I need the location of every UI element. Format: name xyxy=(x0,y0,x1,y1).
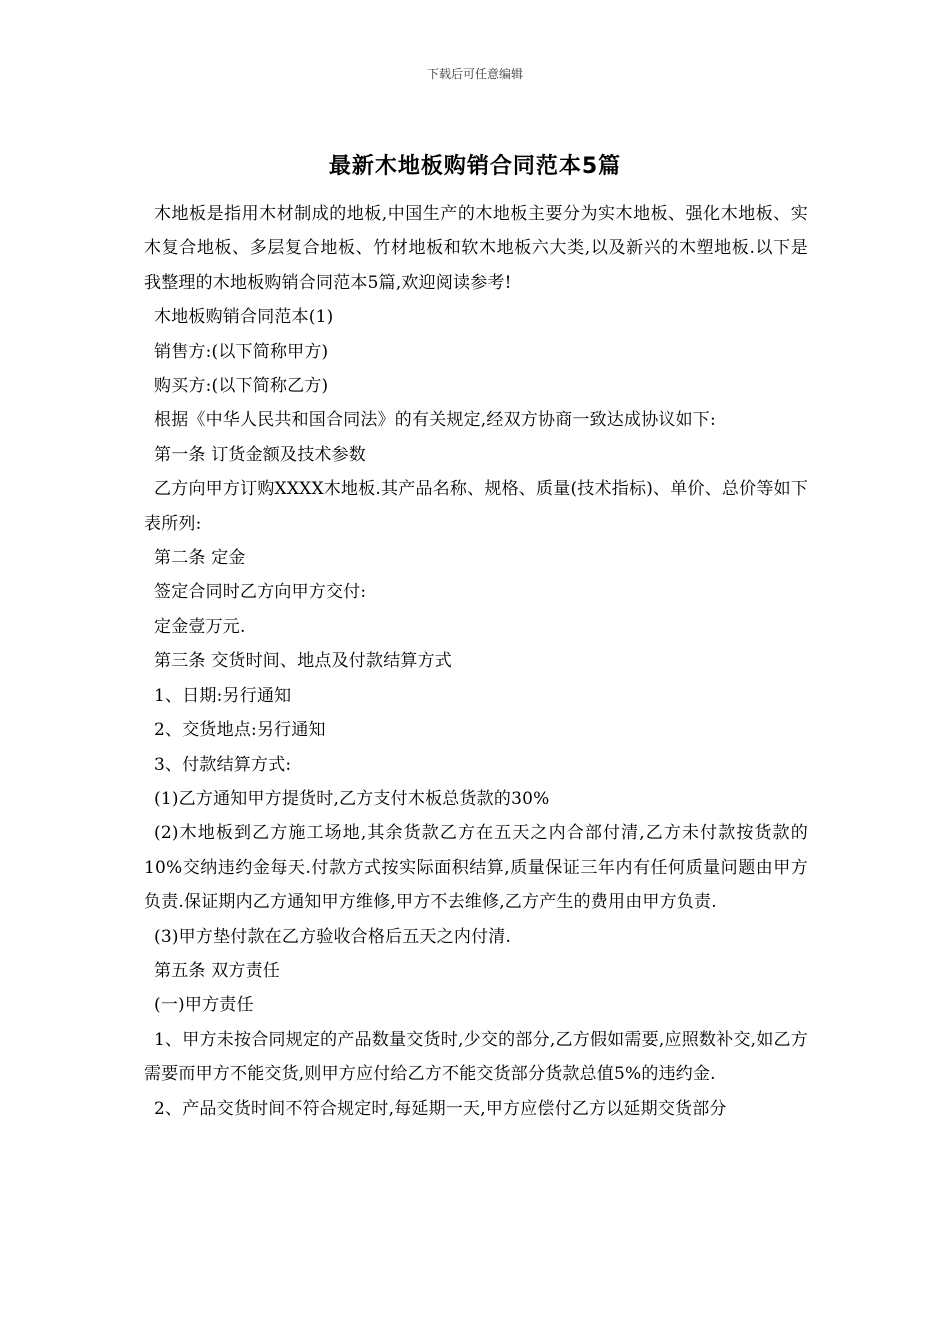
paragraph-date: 1、日期:另行通知 xyxy=(154,685,292,706)
paragraph-intro: 木地板是指用木材制成的地板,中国生产的木地板主要分为实木地板、强化木地板、实木复合地板、多层复合地板、竹材地板和软木地板六大类,以及新兴的木塑地板.以下是我整理的木地板购销合同范本5篇,欢迎阅读参考! xyxy=(144,204,808,293)
paragraph-article-5: 第五条 双方责任 xyxy=(154,960,281,981)
paragraph-order-details: 乙方向甲方订购XXXX木地板.其产品名称、规格、质量(技术指标)、单价、总价等如下表所列: xyxy=(144,479,808,534)
document-title: 最新木地板购销合同范本5篇 xyxy=(328,154,622,179)
paragraph-payment-3: (3)甲方垫付款在乙方验收合格后五天之内付清. xyxy=(154,926,512,947)
paragraph-article-2: 第二条 定金 xyxy=(154,548,246,569)
paragraph-duty-1: 1、甲方未按合同规定的产品数量交货时,少交的部分,乙方假如需要,应照数补交,如乙方需要而甲方不能交货,则甲方应付给乙方不能交货部分货款总值5%的违约金. xyxy=(144,1029,808,1085)
paragraph-party-a-duties: (一)甲方责任 xyxy=(154,995,254,1016)
paragraph-contract-heading: 木地板购销合同范本(1) xyxy=(154,307,334,328)
paragraph-deposit-payment: 签定合同时乙方向甲方交付: xyxy=(154,582,367,603)
paragraph-article-1: 第一条 订货金额及技术参数 xyxy=(154,444,367,465)
paragraph-deposit-amount: 定金壹万元. xyxy=(154,616,246,637)
paragraph-payment-2: (2)木地板到乙方施工场地,其余货款乙方在五天之内合部付清,乙方未付款按货款的10%交纳违约金每天.付款方式按实际面积结算,质量保证三年内有任何质量问题由甲方负责.保证期内乙方通知甲方维修,甲方不去维修,乙方产生的费用由甲方负责. xyxy=(144,823,808,913)
paragraph-duty-2: 2、产品交货时间不符合规定时,每延期一天,甲方应偿付乙方以延期交货部分 xyxy=(154,1098,727,1119)
paragraph-payment-method: 3、付款结算方式: xyxy=(154,754,292,775)
paragraph-buyer: 购买方:(以下简称乙方) xyxy=(154,376,329,397)
page-header: 下载后可任意编辑 xyxy=(426,67,523,81)
paragraph-seller: 销售方:(以下简称甲方) xyxy=(154,341,329,362)
paragraph-delivery-place: 2、交货地点:另行通知 xyxy=(154,720,326,741)
paragraph-payment-1: (1)乙方通知甲方提货时,乙方支付木板总货款的30% xyxy=(154,788,550,809)
paragraph-article-3: 第三条 交货时间、地点及付款结算方式 xyxy=(154,651,453,672)
paragraph-legal-basis: 根据《中华人民共和国合同法》的有关规定,经双方协商一致达成协议如下: xyxy=(154,410,716,431)
document-body xyxy=(144,197,808,1126)
